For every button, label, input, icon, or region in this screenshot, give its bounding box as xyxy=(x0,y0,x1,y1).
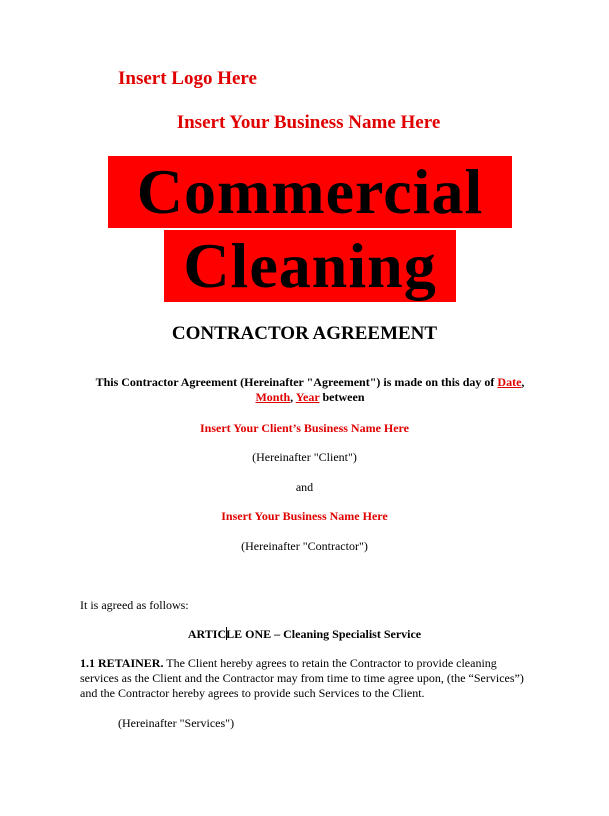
hero-title-line-1: Commercial xyxy=(108,156,512,228)
month-placeholder: Month xyxy=(255,390,291,404)
article-heading-part-2: LE ONE – Cleaning Specialist Service xyxy=(226,627,422,641)
intro-text-before: This Contractor Agreement (Hereinafter "Agreement") is made on this day of xyxy=(95,375,498,389)
intro-separator-1: , xyxy=(521,375,525,389)
and-text: and xyxy=(295,480,314,494)
services-label: (Hereinafter "Services") xyxy=(118,716,235,730)
article-heading-part-1: ARTIC xyxy=(187,627,227,641)
intro-text-after: between xyxy=(319,390,365,404)
logo-placeholder: Insert Logo Here xyxy=(118,68,257,89)
date-placeholder: Date xyxy=(497,375,522,389)
intro-separator-2: , xyxy=(290,390,296,404)
document-title: CONTRACTOR AGREEMENT xyxy=(171,323,438,344)
year-placeholder: Year xyxy=(295,390,320,404)
contractor-name-placeholder: Insert Your Business Name Here xyxy=(221,509,388,523)
intro-paragraph xyxy=(78,375,542,405)
client-name-placeholder: Insert Your Client’s Business Name Here xyxy=(200,421,409,435)
clause-1-1-label: 1.1 RETAINER. xyxy=(80,656,164,670)
agreed-text: It is agreed as follows: xyxy=(80,598,189,612)
client-label: (Hereinafter "Client") xyxy=(252,450,357,464)
clause-1-1-text: The Client hereby agrees to retain the Contractor to provide cleaning services as the Client and the Contractor may from time to time agree upon, (the “Services”) and the Contractor hereby agrees to provide such Services to the Client. xyxy=(80,656,524,700)
article-heading xyxy=(0,627,609,642)
hero-title-line-2: Cleaning xyxy=(164,230,456,302)
business-name-heading: Insert Your Business Name Here xyxy=(176,112,441,133)
clause-1-1 xyxy=(80,656,536,701)
contractor-label: (Hereinafter "Contractor") xyxy=(241,539,368,553)
